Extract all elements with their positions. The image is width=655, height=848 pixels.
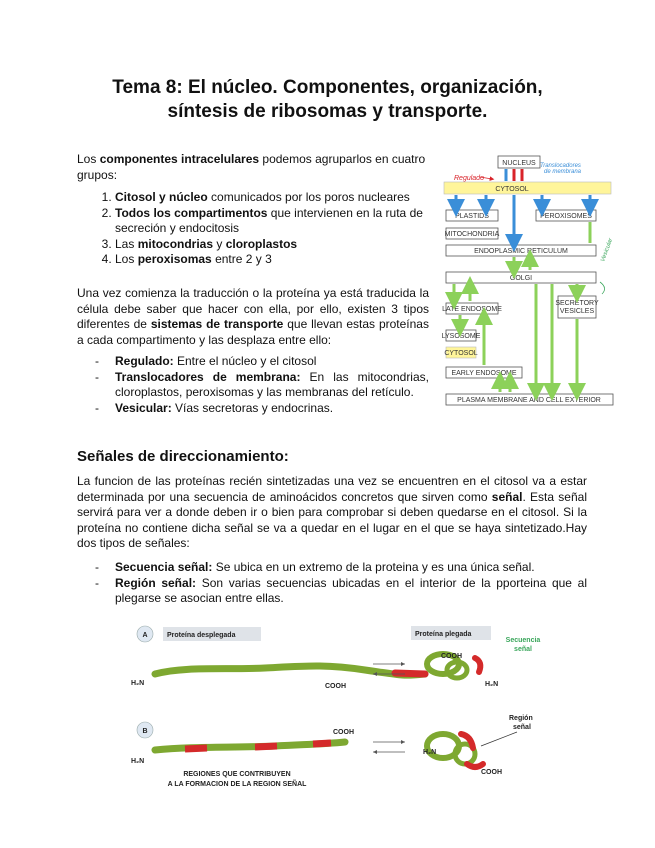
regulated-label: Regulado xyxy=(454,175,484,182)
signals-heading: Señales de direccionamiento: xyxy=(77,448,289,465)
list-item: 2. Todos los compartimentos que intervienen en la ruta de secreción y endocitosis xyxy=(115,206,467,237)
components-list xyxy=(77,190,467,268)
translation-paragraph: Una vez comienza la traducción o la proteína ya está traducida la célula debe saber que hacer con ella, por ello, existen 3 tipos diferentes de sistemas de transporte que llevan estas proteínas a cada compartimento y las desplaza entre ello: xyxy=(77,286,429,347)
svg-text:A: A xyxy=(142,632,148,639)
h2n-label-a2: H₂N xyxy=(485,681,499,688)
list-item: - Regulado: Entre el núcleo y el citosol xyxy=(77,354,429,370)
list-item: 3. Las mitocondrias y cloroplastos xyxy=(115,237,467,253)
h2n-label-a: H₂N xyxy=(131,680,145,687)
peroxisomes-label: PEROXISOMES xyxy=(540,213,592,220)
mitochondria-label: MITOCHONDRIA xyxy=(444,231,500,238)
list-item: - Secuencia señal: Se ubica en un extremo de la proteina y es una única señal. xyxy=(77,560,587,576)
svg-text:B: B xyxy=(142,728,148,735)
list-item: - Translocadores de membrana: En las mitocondrias, cloroplastos, peroxisomas y las membranas del retículo. xyxy=(77,370,429,401)
signal-region-label-1: Región xyxy=(509,715,533,722)
plasma-membrane-label: PLASMA MEMBRANE AND CELL EXTERIOR xyxy=(457,397,601,404)
early-endosome-label: EARLY ENDOSOME xyxy=(451,370,517,377)
lysosome-label: LYSOSOME xyxy=(441,333,481,340)
nucleus-label: NUCLEUS xyxy=(502,160,536,167)
cooh-label-b2: COOH xyxy=(481,769,502,776)
transport-diagram xyxy=(440,152,615,410)
list-item: - Vesicular: Vías secretoras y endocrinas. xyxy=(77,401,429,417)
late-endosome-label: LATE ENDOSOME xyxy=(442,306,502,313)
svg-text:señal: señal xyxy=(514,646,532,653)
vesicular-label: Vesicular xyxy=(600,237,615,263)
cooh-label-b: COOH xyxy=(333,729,354,736)
cooh-label-a: COOH xyxy=(325,683,346,690)
transport-systems-list xyxy=(77,354,429,416)
unfolded-label: Proteína desplegada xyxy=(167,632,236,639)
folded-label: Proteína plegada xyxy=(415,631,472,638)
golgi-label: GOLGI xyxy=(509,275,533,282)
list-item: 4. Los peroxisomas entre 2 y 3 xyxy=(115,252,467,268)
signals-paragraph: La funcion de las proteínas recién sintetizadas una vez se encuentren en el citosol va a estar determinada por una secuencia de aminoácidos concretos que sirven como señal. Esta señal servirá para ver a donde deben ir o bien para comprobar si deben quedarse en el citosol. Si la proteína no contiene dicha señal se va a quedar en el lugar en el que se haya sintetizado.Hay dos tipos de señales: xyxy=(77,474,587,551)
plastids-label: PLASTIDS xyxy=(455,213,489,220)
list-item: 1. Citosol y núcleo comunicados por los poros nucleares xyxy=(115,190,467,206)
intro-paragraph: Los componentes intracelulares podemos agruparlos en cuatro grupos: xyxy=(77,152,426,182)
contrib-label-2: A LA FORMACION DE LA REGION SEÑAL xyxy=(167,781,307,788)
cytosol-label: CYTOSOL xyxy=(495,186,529,193)
secretory-vesicles-label: SECRETORY VESICLES xyxy=(555,300,599,315)
h2n-label-b2: H₂N xyxy=(423,749,437,756)
list-item: - Región señal: Son varias secuencias ubicadas en el interior de la pporteina que al plegarse se asocian entre ellas. xyxy=(77,576,587,607)
signal-region-label-2: señal xyxy=(513,724,531,731)
er-label: ENDOPLASMIC RETICULUM xyxy=(474,248,568,255)
signal-sequence-label: Secuencia xyxy=(505,637,541,644)
cytosol-small-label: CYTOSOL xyxy=(444,350,478,357)
cooh-label-a2: COOH xyxy=(441,653,462,660)
title-line-1: Tema 8: El núcleo. Componentes, organización, xyxy=(112,77,543,98)
translocators-label: Translocadores de membrana xyxy=(540,163,582,175)
protein-signal-diagram xyxy=(125,618,545,798)
contrib-label-1: REGIONES QUE CONTRIBUYEN xyxy=(183,771,291,778)
signal-types-list xyxy=(77,560,587,607)
title-line-2: síntesis de ribosomas y transporte. xyxy=(167,101,488,122)
page-title xyxy=(0,76,655,124)
h2n-label-b: H₂N xyxy=(131,758,145,765)
